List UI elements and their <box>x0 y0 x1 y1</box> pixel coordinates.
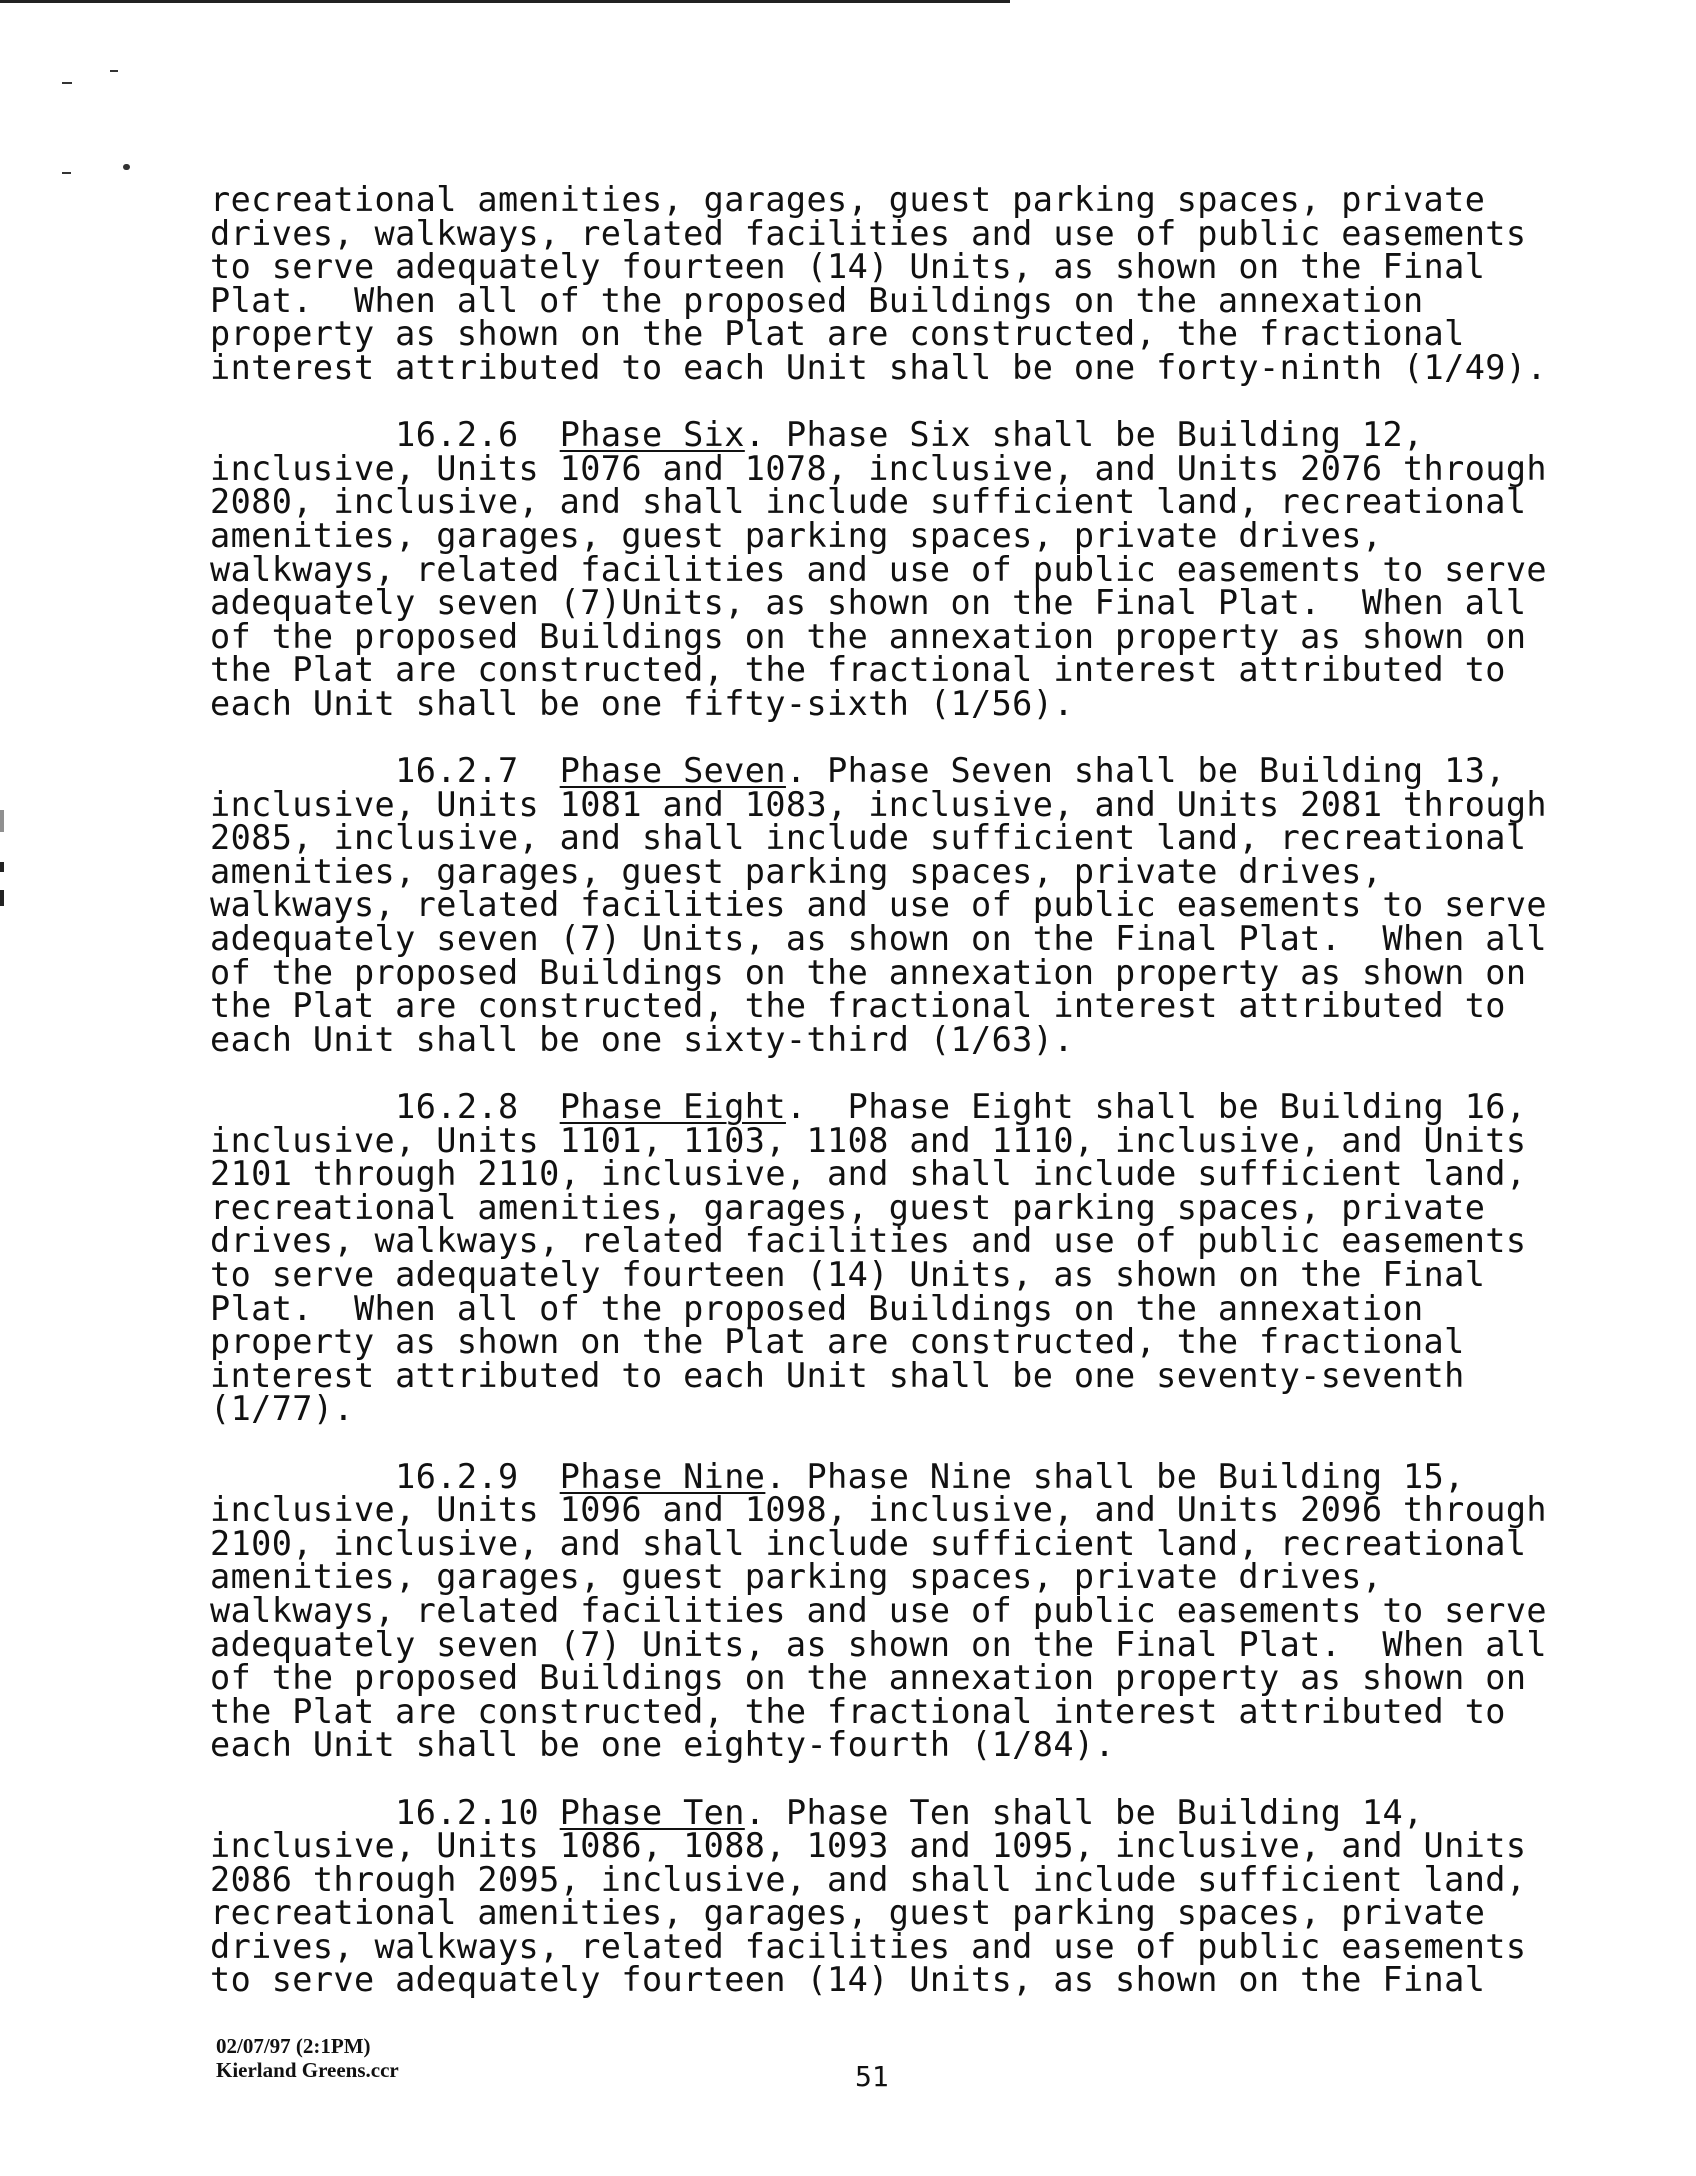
text-line: adequately seven (7)Units, as shown on the Final Plat. When all <box>210 583 1527 623</box>
text-line: 2080, inclusive, and shall include sufficient land, recreational <box>210 482 1527 522</box>
text-line: each Unit shall be one fifty-sixth (1/56). <box>210 683 1074 723</box>
text-line: 2101 through 2110, inclusive, and shall include sufficient land, <box>210 1154 1527 1194</box>
text-line: of the proposed Buildings on the annexation property as shown on <box>210 1658 1527 1698</box>
section-16-2-9 <box>210 1456 1547 1765</box>
section-number: 16.2.8 <box>395 1087 519 1127</box>
text-line: to serve adequately fourteen (14) Units, as shown on the Final <box>210 247 1486 287</box>
margin-scan-bar <box>0 890 4 906</box>
section-heading: Phase Ten <box>559 1792 745 1832</box>
text-line: drives, walkways, related facilities and use of public easements <box>210 1221 1527 1261</box>
text-line: amenities, garages, guest parking spaces, private drives, <box>210 851 1383 891</box>
section-first-line <box>210 751 1540 791</box>
section-number: 16.2.7 <box>395 751 519 791</box>
text-line: (1/77). <box>210 1389 354 1429</box>
text-line: to serve adequately fourteen (14) Units, as shown on the Final <box>210 1255 1486 1294</box>
footer-date: 02/07/97 (2:1PM) <box>216 2034 371 2058</box>
text-line: Plat. When all of the proposed Buildings on the annexation <box>210 1288 1424 1328</box>
text-line: Plat. When all of the proposed Buildings on the annexation <box>210 280 1424 320</box>
section-first-line-text: . Phase Six shall be Building 12, <box>744 415 1424 455</box>
text-line: recreational amenities, garages, guest parking spaces, private <box>210 1187 1486 1227</box>
text-line: inclusive, Units 1081 and 1083, inclusive, and Units 2081 through <box>210 784 1547 824</box>
text-line: inclusive, Units 1101, 1103, 1108 and 1110, inclusive, and Units <box>210 1120 1527 1160</box>
text-line: the Plat are constructed, the fractional interest attributed to <box>210 1691 1506 1731</box>
text-line: each Unit shall be one eighty-fourth (1/84). <box>210 1725 1116 1765</box>
text-line: property as shown on the Plat are constructed, the fractional <box>210 1322 1465 1362</box>
section-first-line <box>210 1087 1540 1127</box>
margin-scan-bar <box>0 862 4 872</box>
text-line: 2100, inclusive, and shall include sufficient land, recreational <box>210 1523 1527 1563</box>
text-line: interest attributed to each Unit shall be one forty-ninth (1/49). <box>210 347 1547 387</box>
section-first-line <box>210 1456 1540 1496</box>
text-line: walkways, related facilities and use of public easements to serve <box>210 1590 1547 1630</box>
margin-scan-bar <box>0 810 4 832</box>
text-line: each Unit shall be one sixty-third (1/63). <box>210 1019 1074 1059</box>
scan-mark <box>62 172 71 174</box>
text-line: of the proposed Buildings on the annexation property as shown on <box>210 616 1527 656</box>
text-line: drives, walkways, related facilities and use of public easements <box>210 213 1527 253</box>
text-line: to serve adequately fourteen (14) Units, as shown on the Final <box>210 1960 1486 2000</box>
section-first-line-text: . Phase Ten shall be Building 14, <box>744 1792 1424 1832</box>
text-line: inclusive, Units 1086, 1088, 1093 and 1095, inclusive, and Units <box>210 1826 1527 1866</box>
section-16-2-8 <box>210 1087 1540 1429</box>
document-body <box>210 180 1547 2031</box>
section-heading: Phase Seven <box>559 751 786 791</box>
section-16-2-6 <box>210 415 1547 723</box>
section-heading: Phase Six <box>559 415 745 455</box>
text-line: adequately seven (7) Units, as shown on the Final Plat. When all <box>210 919 1547 959</box>
section-16-2-7 <box>210 751 1547 1059</box>
text-line: recreational amenities, garages, guest parking spaces, private <box>210 180 1486 219</box>
section-heading: Phase Eight <box>559 1087 786 1127</box>
section-first-line <box>210 415 1540 455</box>
text-line: interest attributed to each Unit shall be one seventy-seventh <box>210 1355 1465 1395</box>
opening-paragraph <box>210 180 1547 387</box>
text-line: 2085, inclusive, and shall include sufficient land, recreational <box>210 818 1527 858</box>
text-line: of the proposed Buildings on the annexation property as shown on <box>210 952 1527 992</box>
text-line: recreational amenities, garages, guest parking spaces, private <box>210 1893 1486 1933</box>
section-first-line-text: . Phase Nine shall be Building 15, <box>765 1456 1465 1496</box>
text-line: inclusive, Units 1076 and 1078, inclusive, and Units 2076 through <box>210 448 1547 488</box>
text-line: the Plat are constructed, the fractional interest attributed to <box>210 986 1506 1026</box>
section-number: 16.2.10 <box>395 1792 540 1832</box>
text-line: property as shown on the Plat are constructed, the fractional <box>210 314 1465 354</box>
text-line: walkways, related facilities and use of public easements to serve <box>210 549 1547 589</box>
scan-mark <box>110 70 118 72</box>
section-heading: Phase Nine <box>559 1456 766 1496</box>
footer-file-info <box>216 2034 399 2082</box>
text-line: adequately seven (7) Units, as shown on the Final Plat. When all <box>210 1624 1547 1664</box>
top-scan-rule <box>0 0 1010 3</box>
scan-mark <box>62 82 72 84</box>
section-number: 16.2.9 <box>395 1456 519 1496</box>
section-first-line-text: . Phase Seven shall be Building 13, <box>785 751 1506 791</box>
text-line: 2086 through 2095, inclusive, and shall include sufficient land, <box>210 1859 1527 1899</box>
text-line: the Plat are constructed, the fractional interest attributed to <box>210 650 1506 690</box>
text-line: walkways, related facilities and use of public easements to serve <box>210 885 1547 925</box>
section-first-line <box>210 1792 1540 1832</box>
text-line: inclusive, Units 1096 and 1098, inclusive, and Units 2096 through <box>210 1490 1547 1530</box>
section-first-line-text: . Phase Eight shall be Building 16, <box>785 1087 1527 1127</box>
footer-filename: Kierland Greens.ccr <box>216 2058 399 2082</box>
scan-mark <box>123 164 130 170</box>
text-line: amenities, garages, guest parking spaces, private drives, <box>210 515 1383 555</box>
section-16-2-10 <box>210 1792 1540 2000</box>
section-number: 16.2.6 <box>395 415 519 455</box>
text-line: drives, walkways, related facilities and use of public easements <box>210 1926 1527 1966</box>
text-line: amenities, garages, guest parking spaces, private drives, <box>210 1557 1383 1597</box>
page-number: 51 <box>855 2060 889 2093</box>
